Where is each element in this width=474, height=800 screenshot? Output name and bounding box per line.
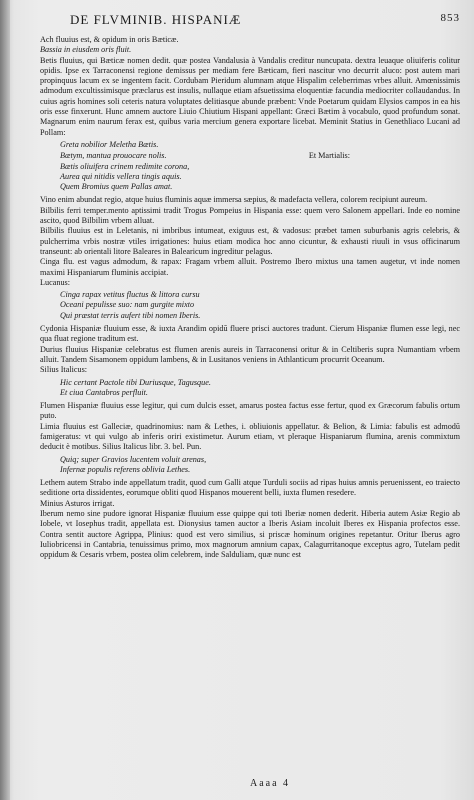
paragraph: Limia fluuius est Galleciæ, quadrinomius: nam & Lethes, i. obliuionis appellatur. & Belion, & Limia: fabulis est admodū famigeratus: vt qui vulgo ab inferis oriri existimetur. Aurum etiam, vt pleraque Hispaniarum flumina, arenis commixtum deducit è motibus. Silius Italicus libr. 3. bel. Pun. <box>40 421 460 452</box>
paragraph: Lucanus: <box>40 277 71 287</box>
verse-line: Bætym, mantua prouocare nolis. <box>60 151 167 161</box>
paragraph: Vino enim abundat regio, atque huius fluminis aquæ immersa sæpius, & madefacta vellera, colorem recipiunt aureum. <box>40 195 428 205</box>
page-gutter <box>0 0 10 800</box>
paragraph: Cinga flu. est vagus admodum, & rapax: Fragam vrbem alluit. Postremo Ibero mixtus una tamen augetur, vt inde nomen maximi Hispaniarum fluminis accipiat. <box>40 257 460 277</box>
paragraph: Ach fluuius est, & opidum in oris Bæticæ. <box>40 35 179 44</box>
verse-line: Bætis oliuifera crinem redimite corona, <box>60 161 190 171</box>
verse-line: Greta nobilior Meletha Bætis. <box>60 139 159 149</box>
paragraph: Lethem autem Strabo inde appellatum tradit, quod cum Galli atque Turduli sociis ad ripas huius amnis peruenissent, eo traiecto seditione orta dissidentes, eorumque obliti quod Hispanos mouerent belli, iuxta flumen resedere. <box>40 478 460 498</box>
body-text <box>40 35 460 561</box>
paragraph: Cydonia Hispaniæ fluuium esse, & iuxta Arandim opidū fluere prisci auctores tradunt. Cierum Hispaniæ flumen esse legi, nec qua fluat regione traditum est. <box>40 324 460 344</box>
verse-block <box>60 140 460 192</box>
verse-line: Infernæ populis referens oblivia Lethes. <box>60 464 191 474</box>
verse-block <box>60 455 460 476</box>
paragraph: Bilbilis fluuius est in Leletanis, ni imbribus intumeat, exiguus est, & vadosus: præbet tamen suburbanis agris celebris, & pulcherrima vrbis nostræ vtiles irrigationes: huius etiam modica hoc anno cicuntur, & exhausti riuuli in vsus officinarum transeunt: ab orientali litore Baleares in Balearicum ingreditur pelagus. <box>40 226 460 256</box>
verse-line: Hic certant Pactole tibi Duriusque, Tagusque. <box>60 377 211 387</box>
verse-attribution: Et Martialis: <box>308 151 350 161</box>
paragraph: Bassia in eiusdem oris fluit. <box>40 45 132 55</box>
verse-line: Cinga rapax vetitus fluctus & littora cursu <box>60 290 200 300</box>
paragraph: Durius fluuius Hispaniæ celebratus est flumen arenis aureis in Tarraconensi oritur & in Celtiberis supra Numantiam vrbem alluit. Tandem Sisamonem oppidum lambens, & in Lusitanos veniens in Athlanticum procurrit Oceanum. <box>40 344 460 364</box>
folio-number: 853 <box>440 12 460 24</box>
verse-block <box>60 290 460 321</box>
paragraph: Iberum nemo sine pudore ignorat Hispaniæ fluuium esse quippe qui toti Iberiæ nomen dederit. Hiberia autem Asiæ Regio ab Iobele, vt Iosephus tradit, appellata est. Dionysius tamen auctor a Iberis Asiam incoluit Iberes ex Hispania profectos esse. Contra sentit auctore Agrippa, Plinius: quod est vero similius, si priscæ hominum origines repetantur. Oritur Iberus agro Iuliobricensi in Cantabria, tenuissimus primo, mox magnorum amnium capax, Calagurritanoque exceptus agro, Tutelam pedit oppidum & Cesaris vrbem, postea olim celebrem, inde Salduliam, quæ nunc est <box>40 509 460 560</box>
verse-line: Oceani pepulisse suo: nam gurgite mixto <box>60 300 195 310</box>
paragraph: Minius Asturos irrigat. <box>40 498 115 508</box>
signature-mark: Aaaa 4 <box>250 778 291 789</box>
paragraph: Bilbilis ferri temper.mento aptissimi tradit Trogus Pompeius in Hispania esse: quem vero Salonem appellari. Inde eo nomine ascito, quod Bilbilim vrbem alluat. <box>40 205 460 226</box>
verse-line: Qui præstat terris aufert tibi nomen Iberis. <box>60 310 201 320</box>
page-title: DE FLVMINIB. HISPANIÆ <box>70 12 242 27</box>
paragraph: Silius Italicus: <box>40 365 88 375</box>
paragraph: Betis fluuius, qui Bæticæ nomen dedit. quæ postea Vandalusia à Vandalis creditur nuncupata. dextra leuaque oliuiferis colitur opidis. Ipse ex Tarraconensi regione demissus per mediam fere Bæticam, fieri nascitur vno decurrit aluco: post autem mari propinquus lacum ex se ingentem facit. Cordubam Pieridum alumnam atque Hispalim celeberrimas vrbes alluit. Amœnissimis admodum excultissimisque præclarus est insulis, nullaque etiam afsuetissima eloquentiæ facundia mediocriter collaudandus. In cuius agris homines soli ceteris natura voluptates delitiasque abunde præbent: Vnde Poetarum quidam Elysios campos in ea his oris esse finxerunt. Hunc amnem auctore Liuio Chiutium Hispani appellant: Græci Bætim à vocabulo, quod profundum sonat. Magnarum enim naurum ferax est, quibus varia mercium genera exportare licebat. Meminit Statius in Genethliaco Lucani ad Pollam: <box>40 55 460 137</box>
verse-line: Quiq; super Gravios lucentem voluit arenas, <box>60 454 207 464</box>
verse-line: Aurea qui nitidis vellera tingis aquis. <box>60 171 182 181</box>
verse-line: Quem Bromius quem Pallas amat. <box>60 182 173 192</box>
verse-line: Et ciua Cantabros perfluit. <box>60 387 148 397</box>
verse-block <box>60 378 460 399</box>
paragraph: Flumen Hispaniæ fluuius esse legitur, qui cum dulcis esset, amarus postea factus esse fertur, quod ex Græcorum fabulis ortum puto. <box>40 401 460 421</box>
